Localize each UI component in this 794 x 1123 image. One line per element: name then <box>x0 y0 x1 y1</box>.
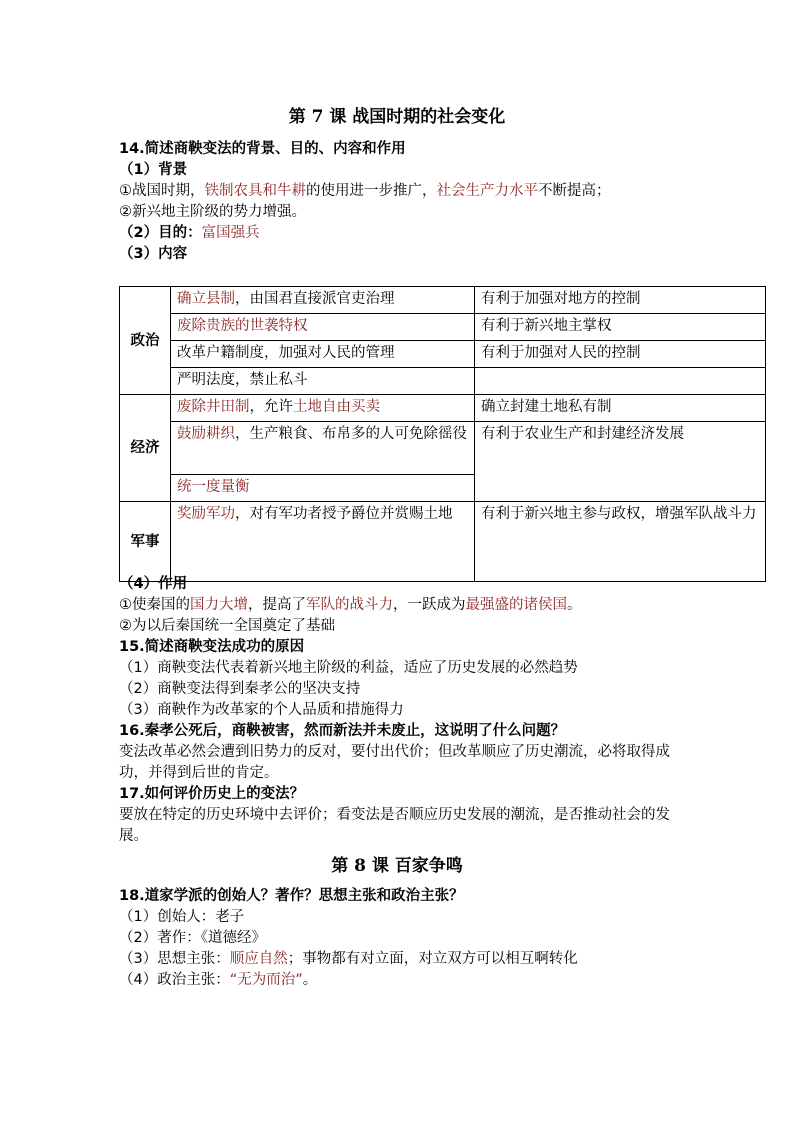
q14-section <box>119 139 679 265</box>
highlight-text: 鼓励耕织 <box>177 426 235 442</box>
text-segment: 严明法度，禁止私斗 <box>177 372 308 388</box>
text-segment: ，允许 <box>249 399 293 415</box>
q18-founder: （1）创始人：老子 <box>119 909 245 925</box>
q15-question: 15.简述商鞅变法成功的原因 <box>119 639 305 655</box>
text-segment: （4）政治主张： <box>119 972 230 988</box>
table-effect: 有利于新兴地主参与政权，增强军队战斗力 <box>475 502 766 582</box>
table-category: 政治 <box>120 287 171 395</box>
table-category: 军事 <box>120 502 171 582</box>
text-segment: ，一跃成为 <box>393 597 466 613</box>
text-segment: ，提高了 <box>248 597 306 613</box>
q14-purpose-value: 富国强兵 <box>201 225 260 241</box>
table-row <box>120 422 766 475</box>
table-measure <box>171 341 475 368</box>
table-measure <box>171 287 475 314</box>
highlight-text: 废除井田制 <box>177 399 250 415</box>
effects-and-questions <box>119 574 679 847</box>
lesson7-title: 第 7 课 战国时期的社会变化 <box>288 107 506 127</box>
q16-answer: 变法改革必然会遭到旧势力的反对，要付出代价；但改革顺应了历史潮流，必将取得成功，并得到后世的肯定。 <box>119 744 670 781</box>
table-measure <box>171 314 475 341</box>
text-segment: 改革户籍制度，加强对人民的管理 <box>177 345 395 361</box>
table-row <box>120 287 766 314</box>
table-effect: 确立封建土地私有制 <box>475 395 766 422</box>
table-effect: 有利于加强对地方的控制 <box>475 287 766 314</box>
text-segment: ；事物都有对立面，对立双方可以相互啊转化 <box>287 951 578 967</box>
table-measure <box>171 368 475 395</box>
q18-work: （2）著作：《道德经》 <box>119 930 266 946</box>
highlight-text: 铁制农具和牛耕 <box>204 183 306 199</box>
reform-content-table <box>119 286 766 582</box>
q18-section <box>119 886 679 991</box>
q14-purpose-label: （2）目的： <box>119 225 202 241</box>
table-effect: 有利于新兴地主掌权 <box>475 314 766 341</box>
table-measure <box>171 475 475 502</box>
text-segment: ，对有军功者授予爵位并赏赐土地 <box>235 506 453 522</box>
table-row <box>120 395 766 422</box>
table-row <box>120 341 766 368</box>
text-segment: ①使秦国的 <box>119 597 190 613</box>
highlight-text: “无为而治” <box>229 972 303 988</box>
highlight-text: 顺应自然 <box>229 951 288 967</box>
q15-item-3: （3）商鞅作为改革家的个人品质和措施得力 <box>119 702 404 718</box>
q14-question: 14.简述商鞅变法的背景、目的、内容和作用 <box>119 141 406 157</box>
q18-question: 18.道家学派的创始人？著作？思想主张和政治主张？ <box>119 888 464 904</box>
text-segment: （3）思想主张： <box>119 951 230 967</box>
highlight-text: 土地自由买卖 <box>293 399 380 415</box>
text-segment: 的使用进一步推广， <box>306 183 437 199</box>
q15-item-1: （1）商鞅变法代表着新兴地主阶级的利益，适应了历史发展的必然趋势 <box>119 660 578 676</box>
q14-background-heading: （1）背景 <box>119 162 188 178</box>
text-segment: 不断提高； <box>538 183 611 199</box>
text-segment: 。 <box>567 597 582 613</box>
q17-question: 17.如何评价历史上的变法？ <box>119 786 305 802</box>
text-segment: ，生产粮食、布帛多的人可免除徭役 <box>235 426 467 442</box>
table-row <box>120 368 766 395</box>
highlight-text: 统一度量衡 <box>177 479 250 495</box>
table-effect: 有利于农业生产和封建经济发展 <box>475 422 766 502</box>
text-segment: ①战国时期， <box>119 183 205 199</box>
q17-answer: 要放在特定的历史环境中去评价；看变法是否顺应历史发展的潮流，是否推动社会的发展。 <box>119 807 670 844</box>
q18-thought <box>119 949 679 970</box>
lesson8-title: 第 8 课 百家争鸣 <box>331 856 463 876</box>
table-measure <box>171 502 475 582</box>
text-segment: 。 <box>302 972 318 988</box>
table-effect <box>475 368 766 395</box>
highlight-text: 奖励军功 <box>177 506 235 522</box>
text-segment: ，由国君直接派官吏治理 <box>235 291 395 307</box>
highlight-text: 废除贵族的世袭特权 <box>177 318 308 334</box>
table-effect: 有利于加强对人民的控制 <box>475 341 766 368</box>
q14-background-point-2: ②新兴地主阶级的势力增强。 <box>119 204 306 220</box>
q14-content-heading: （3）内容 <box>119 246 188 262</box>
table-measure <box>171 395 475 422</box>
table-row <box>120 314 766 341</box>
q14-effect-point-1 <box>119 595 679 616</box>
table-category: 经济 <box>120 395 171 502</box>
q14-purpose <box>119 223 679 244</box>
q14-background-point-1 <box>119 181 679 202</box>
q16-question: 16.秦孝公死后，商鞅被害，然而新法并未废止，这说明了什么问题？ <box>119 723 566 739</box>
table-measure <box>171 422 475 475</box>
q14-effect-heading: （4）作用 <box>119 576 188 592</box>
q14-effect-point-2: ②为以后秦国统一全国奠定了基础 <box>119 618 335 634</box>
highlight-text: 国力大增 <box>190 597 248 613</box>
highlight-text: 最强盛的诸侯国 <box>465 597 567 613</box>
q15-item-2: （2）商鞅变法得到秦孝公的坚决支持 <box>119 681 361 697</box>
highlight-text: 军队的战斗力 <box>306 597 393 613</box>
table-row <box>120 502 766 582</box>
q18-politics <box>119 970 679 991</box>
highlight-text: 确立县制 <box>177 291 235 307</box>
highlight-text: 社会生产力水平 <box>436 183 538 199</box>
